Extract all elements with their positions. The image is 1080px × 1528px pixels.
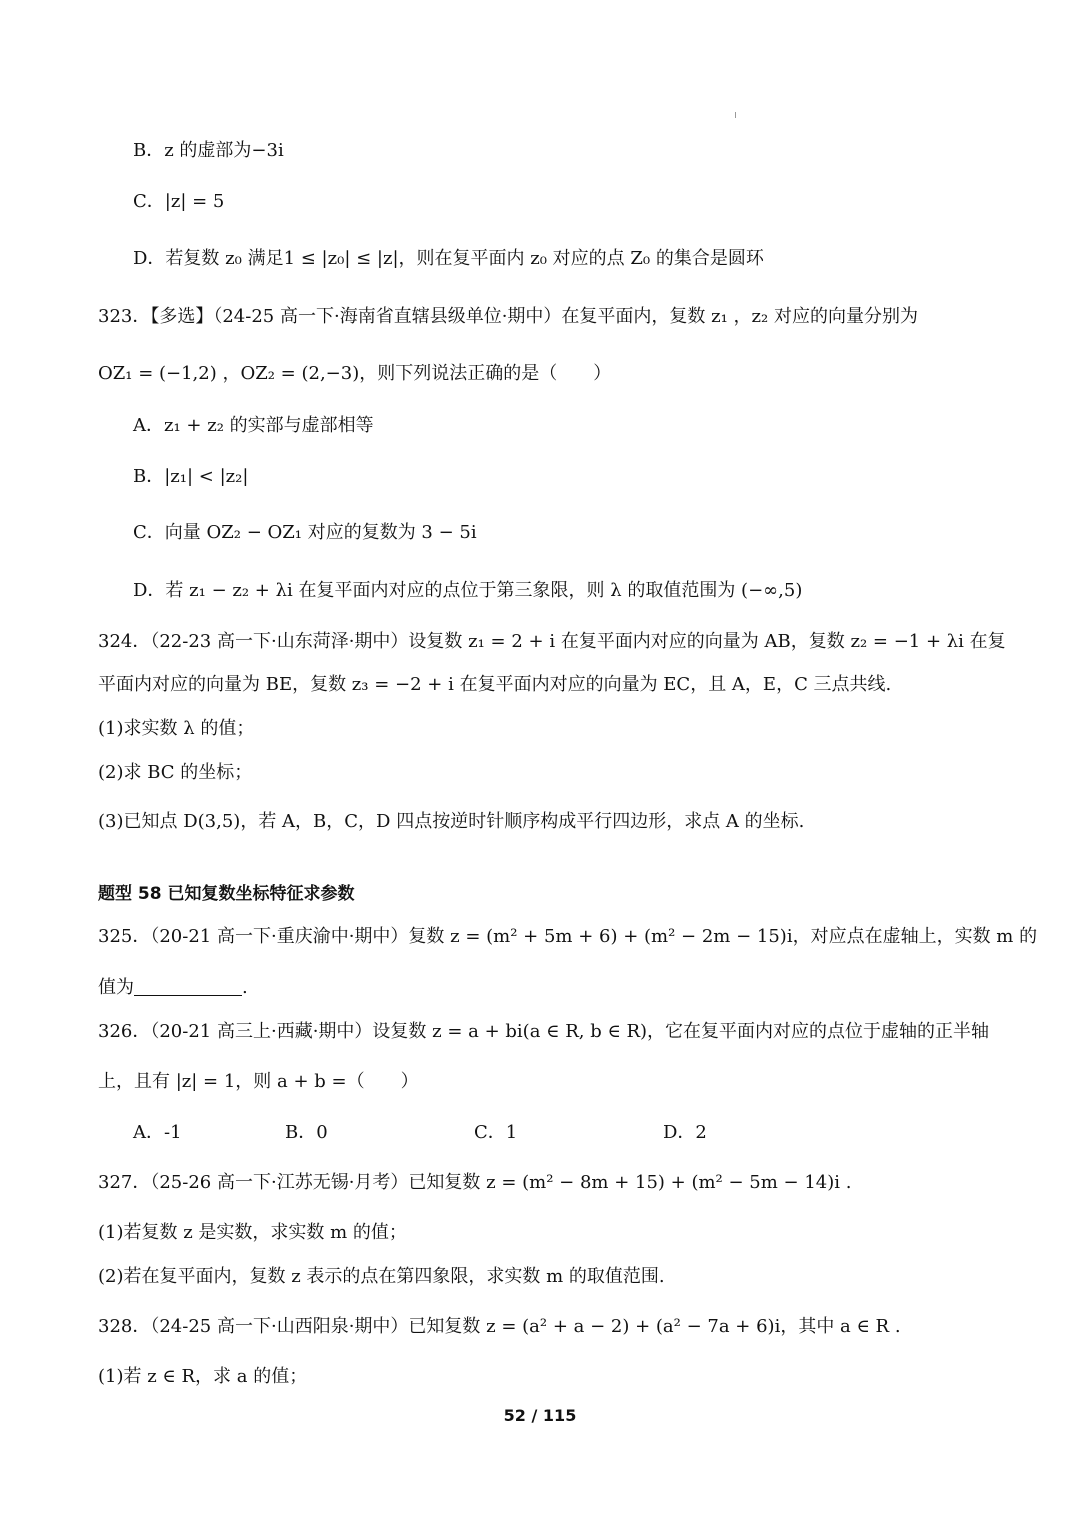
section-title: 题型 58 已知复数坐标特征求参数 (98, 884, 355, 904)
q323-option-a: A．z₁ + z₂ 的实部与虚部相等 (133, 415, 374, 436)
q323-stem-cont: OZ₁ = (−1,2) ，OZ₂ = (2,−3)，则下列说法正确的是（ ） (98, 363, 612, 384)
q324-stem-cont: 平面内对应的向量为 BE，复数 z₃ = −2 + i 在复平面内对应的向量为 EC，且 A，E，C 三点共线. (98, 674, 892, 695)
q326-stem-cont: 上，且有 |z| = 1，则 a + b =（ ） (98, 1071, 419, 1092)
q324-stem: 324．（22-23 高一下·山东菏泽·期中）设复数 z₁ = 2 + i 在复平面内对应的向量为 AB，复数 z₂ = −1 + λi 在复 (98, 631, 1006, 652)
q328-stem: 328．（24-25 高一下·山西阳泉·期中）已知复数 z = (a² + a − 2) + (a² − 7a + 6)i，其中 a ∈ R . (98, 1316, 901, 1337)
q322-option-b: B．z 的虚部为−3i (133, 140, 284, 161)
q325-stem: 325．（20-21 高一下·重庆渝中·期中）复数 z = (m² + 5m + 6) + (m² − 2m − 15)i，对应点在虚轴上，实数 m 的 (98, 926, 1038, 947)
answer-blank (134, 977, 242, 996)
q323-stem: 323．【多选】（24-25 高一下·海南省直辖县级单位·期中）在复平面内，复数 z₁ ，z₂ 对应的向量分别为 (98, 306, 918, 327)
q325-stem-text: 值为 (98, 977, 134, 998)
q322-option-d: D．若复数 z₀ 满足1 ≤ |z₀| ≤ |z|，则在复平面内 z₀ 对应的点 Z₀ 的集合是圆环 (133, 248, 764, 269)
q325-stem-cont: 值为 . (98, 977, 248, 998)
q322-option-c: C．|z| = 5 (133, 191, 225, 212)
q326-option-d: D．2 (663, 1122, 707, 1143)
q326-option-c: C．1 (474, 1122, 518, 1143)
q324-part-1: (1)求实数 λ 的值； (98, 718, 255, 739)
q327-stem: 327．（25-26 高一下·江苏无锡·月考）已知复数 z = (m² − 8m + 15) + (m² − 5m − 14)i . (98, 1172, 852, 1193)
q326-stem: 326．（20-21 高三上·西藏·期中）设复数 z = a + bi(a ∈ R, b ∈ R)，它在复平面内对应的点位于虚轴的正半轴 (98, 1021, 990, 1042)
q323-option-b: B．|z₁| < |z₂| (133, 466, 249, 487)
decorative-tick (735, 112, 736, 118)
q328-part-1: (1)若 z ∈ R，求 a 的值； (98, 1366, 308, 1387)
q326-option-a: A．-1 (133, 1122, 182, 1143)
q323-option-d: D．若 z₁ − z₂ + λi 在复平面内对应的点位于第三象限，则 λ 的取值范围为 (−∞,5) (133, 580, 803, 601)
q327-part-1: (1)若复数 z 是实数，求实数 m 的值； (98, 1222, 407, 1243)
q324-part-2: (2)求 BC 的坐标； (98, 762, 253, 783)
q326-option-b: B．0 (285, 1122, 328, 1143)
q327-part-2: (2)若在复平面内，复数 z 表示的点在第四象限，求实数 m 的取值范围. (98, 1266, 665, 1287)
page-number: 52 / 115 (503, 1406, 577, 1425)
q323-option-c: C．向量 OZ₂ − OZ₁ 对应的复数为 3 − 5i (133, 522, 477, 543)
q324-part-3: (3)已知点 D(3,5)，若 A，B，C，D 四点按逆时针顺序构成平行四边形，求点 A 的坐标. (98, 811, 805, 832)
